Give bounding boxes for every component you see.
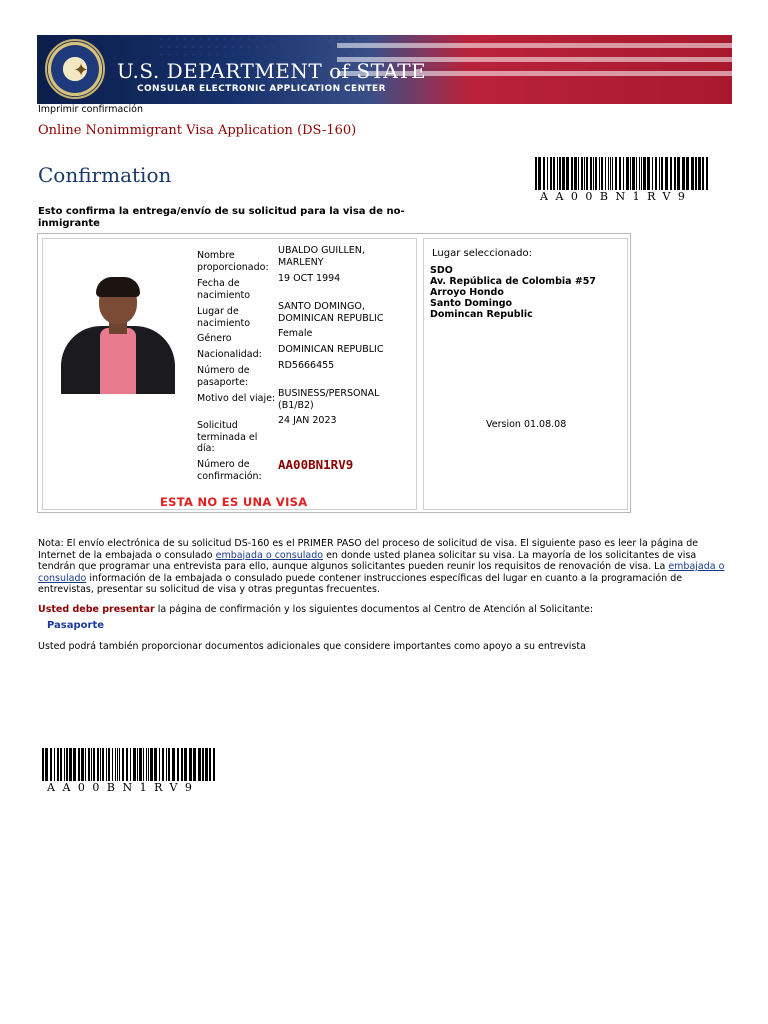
- print-confirmation-link[interactable]: Imprimir confirmación: [38, 104, 144, 115]
- must-present-text: Usted debe presentar la página de confirmación y los siguientes documentos al Centro de Atención al Solicitante:: [38, 604, 594, 615]
- barcode-bar: [601, 157, 603, 190]
- label-nationality: Nacionalidad:: [197, 349, 262, 360]
- barcode-bar: [608, 157, 609, 190]
- barcode-bar: [184, 748, 187, 781]
- location-line: Av. República de Colombia #57: [430, 276, 597, 287]
- label-gender: Género: [197, 333, 232, 344]
- barcode-bar: [137, 748, 138, 781]
- barcode-bar: [193, 748, 196, 781]
- barcode-bar: [69, 748, 72, 781]
- barcode-bar: [91, 748, 92, 781]
- barcode-bar: [593, 157, 594, 190]
- location-box: [423, 238, 628, 510]
- barcode-bar: [626, 157, 629, 190]
- barcode-bar: [154, 748, 157, 781]
- barcode-bar: [133, 748, 136, 781]
- barcode-bar: [702, 157, 704, 190]
- label-confirmation-number: Número de confirmación:: [197, 459, 262, 482]
- barcode-bar: [590, 157, 592, 190]
- barcode-bar: [639, 157, 640, 190]
- page-title: Confirmation: [38, 163, 172, 187]
- barcode-bar: [571, 157, 573, 190]
- barcode-bar: [599, 157, 600, 190]
- barcode-bar: [574, 157, 577, 190]
- barcode-bar: [189, 748, 192, 781]
- barcode-bar: [612, 157, 613, 190]
- barcode-bar: [205, 748, 208, 781]
- barcode-bar: [78, 748, 80, 781]
- barcode-bar: [674, 157, 676, 190]
- barcode-bar: [122, 748, 124, 781]
- label-birthdate: Fecha de nacimiento: [197, 278, 251, 301]
- barcode-bar: [66, 748, 68, 781]
- barcode-bar: [641, 157, 642, 190]
- barcode-bar: [108, 748, 110, 781]
- embassy-link[interactable]: embajada o consulado: [38, 561, 725, 584]
- barcode-bar: [181, 748, 183, 781]
- value-completed-date: 24 JAN 2023: [278, 415, 337, 426]
- location-line: Arroyo Hondo: [430, 287, 504, 298]
- barcode-bar: [213, 748, 215, 781]
- department-subtitle: CONSULAR ELECTRONIC APPLICATION CENTER: [137, 84, 386, 94]
- barcode-bar: [595, 157, 597, 190]
- barcode-bar: [670, 157, 672, 190]
- barcode-bar: [198, 748, 201, 781]
- barcode-bar: [543, 157, 545, 190]
- barcode-bar: [659, 157, 660, 190]
- barcode-bar: [619, 157, 621, 190]
- barcode-bar: [630, 157, 631, 190]
- barcode-bar: [553, 157, 555, 190]
- barcode-bar: [209, 748, 211, 781]
- confirmation-panel: [37, 233, 631, 513]
- embassy-link[interactable]: embajada o consulado: [215, 549, 324, 561]
- not-a-visa-warning: ESTA NO ES UNA VISA: [160, 495, 308, 509]
- barcode-bar: [100, 748, 101, 781]
- great-seal-icon: ✦: [45, 39, 105, 99]
- label-name: Nombre proporcionado:: [197, 250, 269, 273]
- barcode-bar: [550, 157, 552, 190]
- value-gender: Female: [278, 328, 313, 339]
- intro-text: Esto confirma la entrega/envío de su solicitud para la visa de no-inmigrante: [38, 206, 405, 229]
- location-line: SDO: [430, 265, 453, 276]
- barcode-bar: [148, 748, 149, 781]
- barcode-bar: [73, 748, 76, 781]
- barcode-bar: [557, 157, 558, 190]
- barcode-bar: [115, 748, 116, 781]
- note-paragraph: Nota: El envío electrónica de su solicitud DS-160 es el PRIMER PASO del proceso de solicitud de visa. El siguiente paso es leer la página de Internet de la embajada o consulado embajada o consulado en donde usted planea solicitar su visa. La mayoría de los solicitantes de visa tendrán que programar una entrevista para ello, aunque algunos solicitantes pueden reunir los requisitos de renovación de visa. La embajada o consulado información de la embajada o consulado puede contener instrucciones específicas del lugar en cuanto a la programación de entrevistas, presentar su solicitud de visa y otras preguntas frecuentes.: [38, 538, 725, 596]
- barcode-bar: [636, 157, 637, 190]
- barcode-bar: [677, 157, 680, 190]
- barcode-bar: [581, 157, 583, 190]
- barcode-bar: [139, 748, 142, 781]
- barcode-bar: [586, 157, 588, 190]
- barcode-bottom-text: AA00BN1RV9: [47, 781, 200, 794]
- barcode-bar: [647, 157, 650, 190]
- barcode-bar: [168, 748, 170, 781]
- application-name: Online Nonimmigrant Visa Application (DS-160): [38, 123, 357, 138]
- label-birthplace: Lugar de nacimiento: [197, 306, 251, 329]
- barcode-bar: [615, 157, 617, 190]
- barcode-bar: [112, 748, 113, 781]
- required-document: Pasaporte: [47, 620, 105, 631]
- barcode-bar: [50, 748, 52, 781]
- barcode-bar: [643, 157, 646, 190]
- barcode-bar: [632, 157, 635, 190]
- value-birthplace: SANTO DOMINGO, DOMINICAN REPUBLIC: [278, 301, 384, 324]
- barcode-bar: [547, 157, 548, 190]
- barcode-bar: [665, 157, 668, 190]
- barcode-bar: [97, 748, 99, 781]
- value-confirmation-number: AA00BN1RV9: [278, 457, 354, 472]
- label-trip-purpose: Motivo del viaje:: [197, 393, 276, 404]
- applicant-info-box: [42, 238, 417, 510]
- value-birthdate: 19 OCT 1994: [278, 273, 341, 284]
- barcode-bar: [106, 748, 107, 781]
- barcode-bar: [102, 748, 104, 781]
- barcode-bar: [60, 748, 62, 781]
- barcode-bar: [117, 748, 118, 781]
- barcode-bar: [695, 157, 697, 190]
- barcode-bar: [177, 748, 179, 781]
- value-passport: RD5666455: [278, 360, 335, 371]
- barcode-bar: [661, 157, 663, 190]
- barcode-bar: [172, 748, 175, 781]
- barcode-bar: [162, 748, 164, 781]
- location-line: Domincan Republic: [430, 309, 533, 320]
- barcode-top: [535, 157, 710, 190]
- label-passport: Número de pasaporte:: [197, 365, 250, 388]
- barcode-bar: [655, 157, 657, 190]
- barcode-bar: [146, 748, 147, 781]
- barcode-bar: [559, 157, 561, 190]
- barcode-bar: [584, 157, 585, 190]
- version-label: Version 01.08.08: [486, 419, 567, 430]
- barcode-bar: [81, 748, 84, 781]
- value-name: UBALDO GUILLEN, MARLENY: [278, 245, 365, 268]
- barcode-bar: [150, 748, 153, 781]
- barcode-bar: [159, 748, 160, 781]
- label-completed-date: Solicitud terminada el día:: [197, 420, 258, 454]
- barcode-bar: [623, 157, 624, 190]
- barcode-bar: [88, 748, 90, 781]
- barcode-bar: [562, 157, 565, 190]
- barcode-bar: [652, 157, 653, 190]
- barcode-bar: [64, 748, 65, 781]
- barcode-bar: [202, 748, 204, 781]
- barcode-bar: [686, 157, 689, 190]
- barcode-bar: [126, 748, 128, 781]
- barcode-bar: [42, 748, 44, 781]
- barcode-bar: [605, 157, 606, 190]
- barcode-top-text: AA00BN1RV9: [540, 190, 693, 203]
- barcode-bar: [130, 748, 131, 781]
- barcode-bar: [143, 748, 144, 781]
- barcode-bar: [45, 748, 48, 781]
- barcode-bar: [57, 748, 59, 781]
- barcode-bar: [93, 748, 95, 781]
- barcode-bar: [85, 748, 86, 781]
- barcode-bar: [610, 157, 611, 190]
- barcode-bottom: [42, 748, 217, 781]
- value-trip-purpose: BUSINESS/PERSONAL (B1/B2): [278, 388, 380, 411]
- barcode-bar: [538, 157, 541, 190]
- applicant-photo: [59, 276, 177, 394]
- header-banner: [37, 35, 732, 104]
- barcode-bar: [691, 157, 694, 190]
- barcode-bar: [566, 157, 569, 190]
- department-title: U.S. DEPARTMENT of STATE: [117, 59, 427, 83]
- location-label: Lugar seleccionado:: [432, 248, 532, 259]
- location-line: Santo Domingo: [430, 298, 513, 309]
- barcode-bar: [54, 748, 55, 781]
- barcode-bar: [166, 748, 167, 781]
- barcode-bar: [706, 157, 708, 190]
- barcode-bar: [698, 157, 701, 190]
- additional-documents-text: Usted podrá también proporcionar documentos adicionales que considere importantes como apoyo a su entrevista: [38, 641, 586, 652]
- barcode-bar: [682, 157, 685, 190]
- barcode-bar: [578, 157, 579, 190]
- barcode-bar: [119, 748, 120, 781]
- value-nationality: DOMINICAN REPUBLIC: [278, 344, 384, 355]
- barcode-bar: [535, 157, 537, 190]
